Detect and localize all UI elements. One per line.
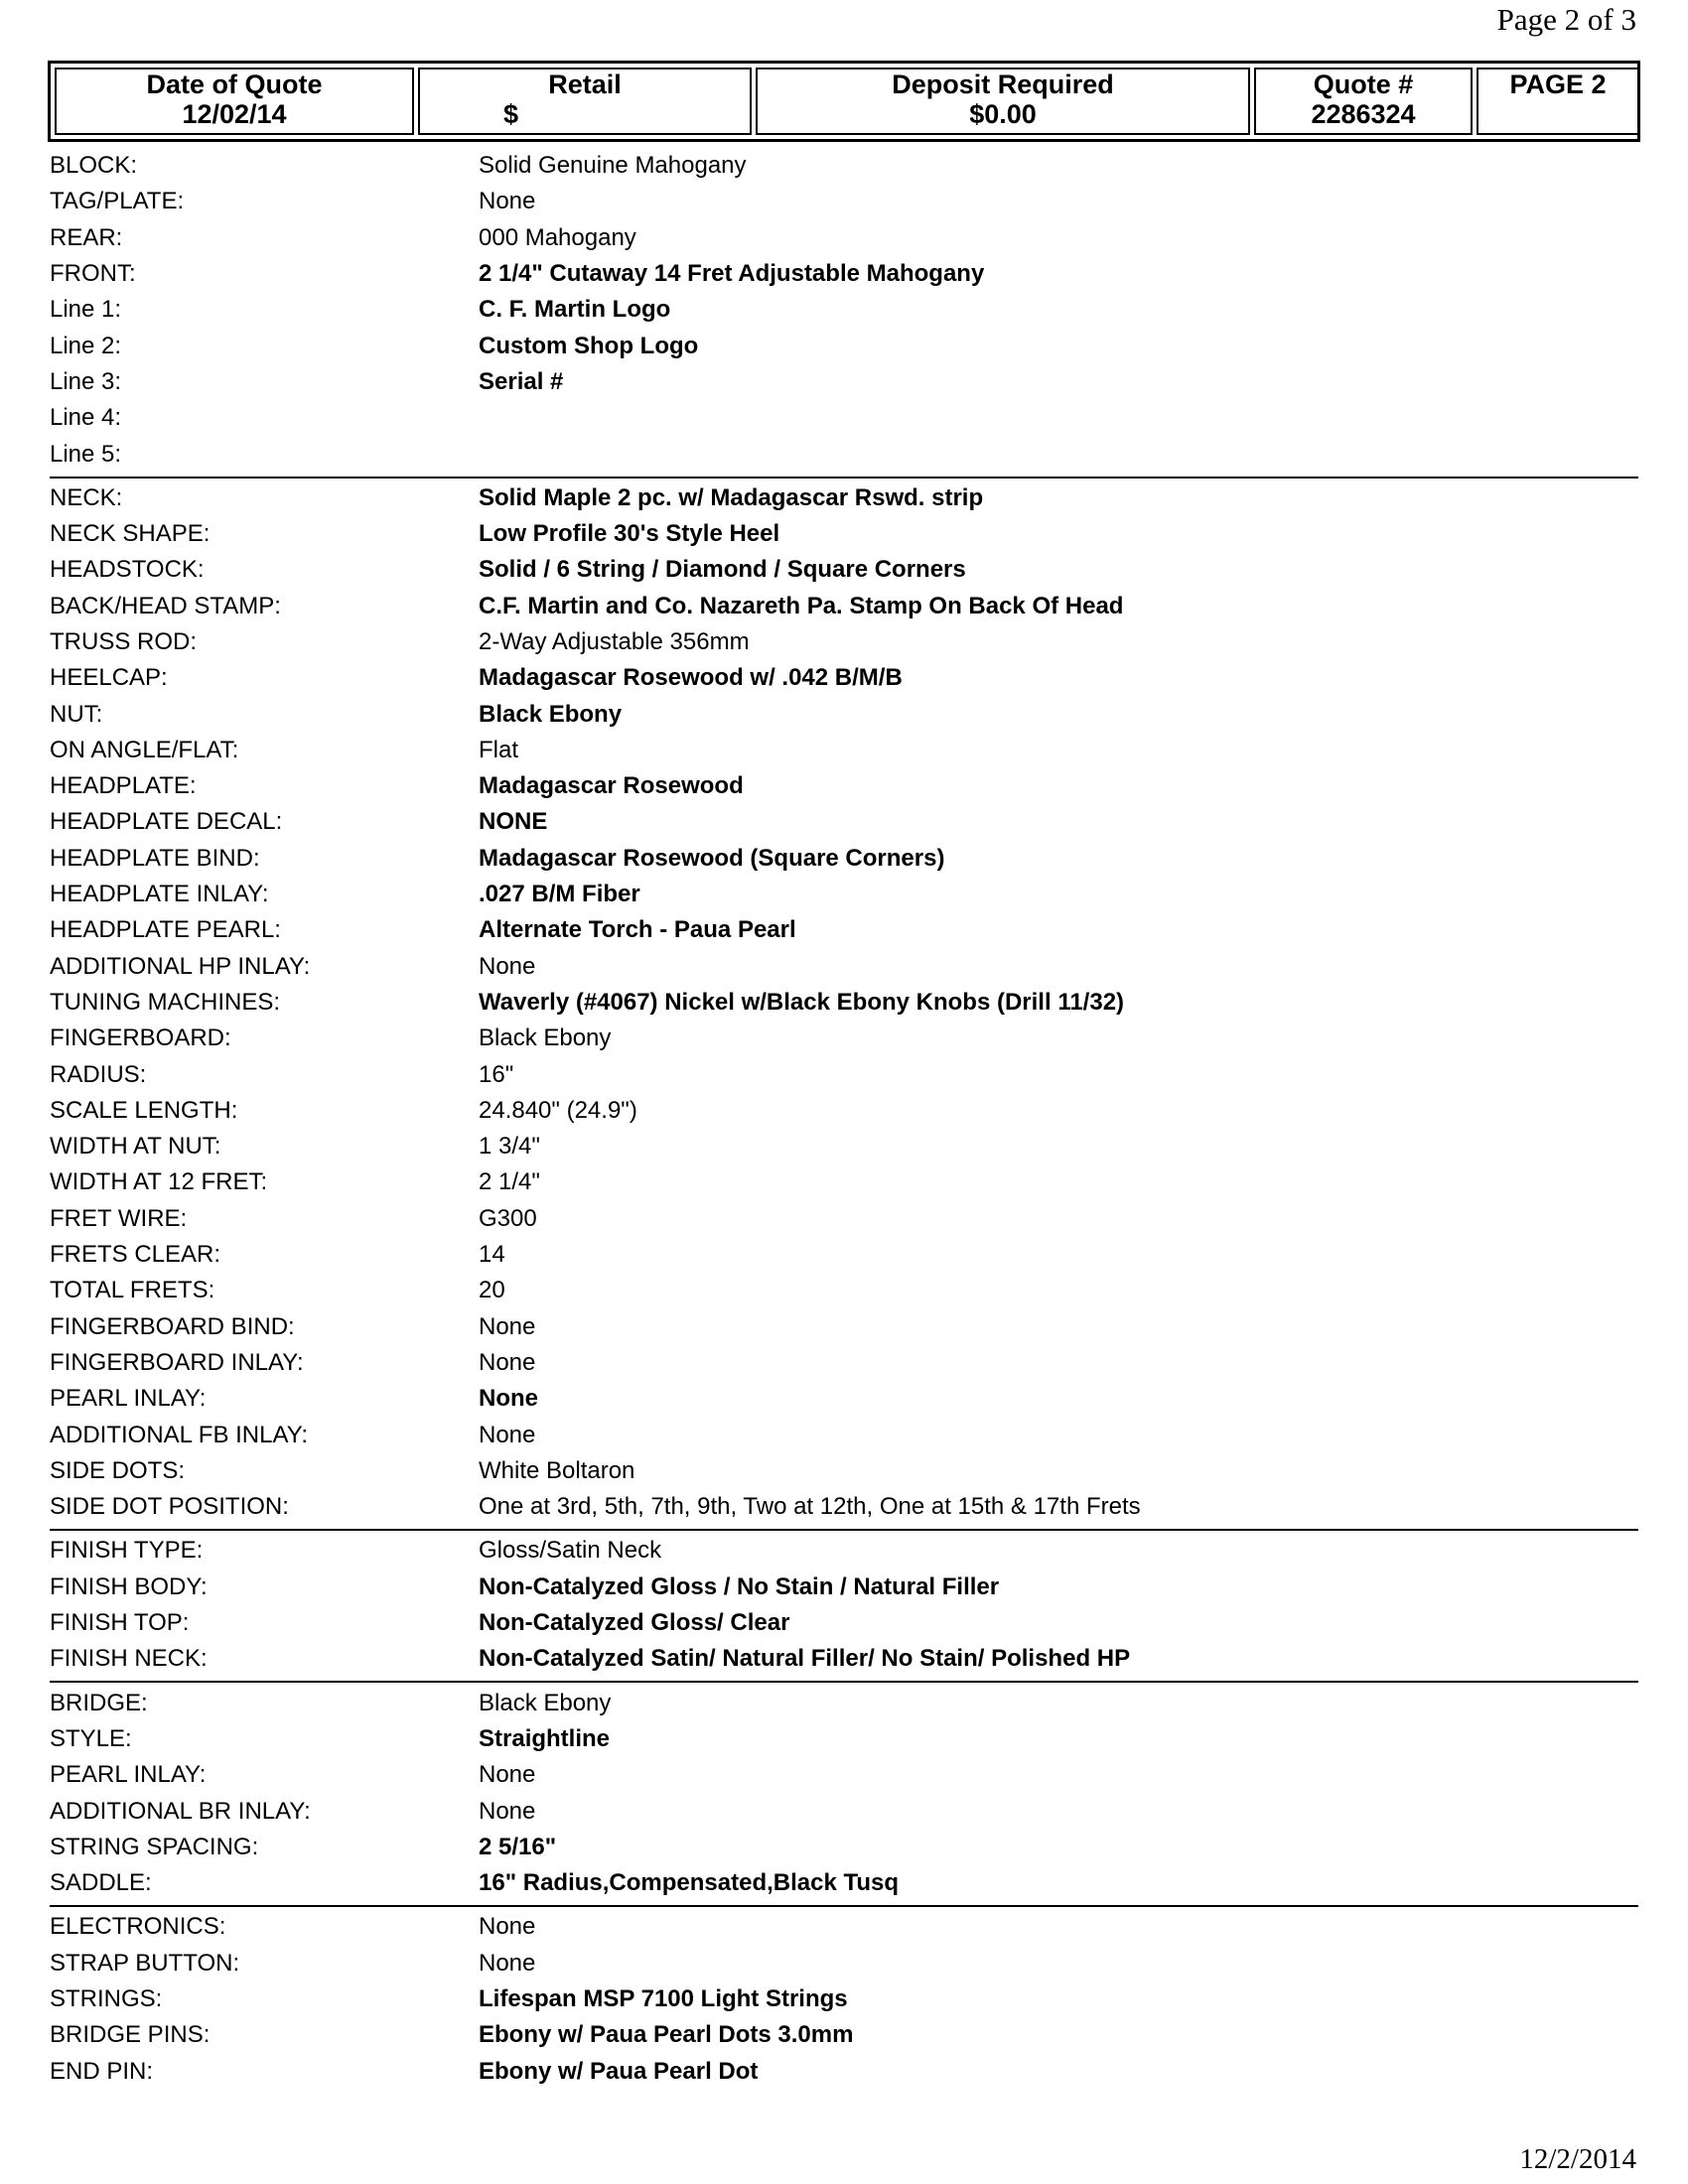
- spec-label: PEARL INLAY:: [50, 1761, 207, 1789]
- spec-label: SIDE DOT POSITION:: [50, 1493, 289, 1521]
- spec-value: None: [479, 1761, 536, 1789]
- spec-row: [50, 1093, 1638, 1129]
- spec-value: C.F. Martin and Co. Nazareth Pa. Stamp On Back Of Head: [479, 592, 1124, 619]
- spec-label: BRIDGE PINS:: [50, 2021, 211, 2049]
- spec-value: Solid Genuine Mahogany: [479, 152, 747, 180]
- spec-label: RADIUS:: [50, 1060, 147, 1088]
- spec-row: [50, 624, 1638, 660]
- spec-label: ADDITIONAL FB INLAY:: [50, 1421, 309, 1448]
- header-cell-date: [55, 68, 414, 135]
- spec-row: [50, 877, 1638, 912]
- spec-value: None: [479, 1385, 538, 1413]
- spec-row: [50, 841, 1638, 877]
- spec-label: FINISH NECK:: [50, 1645, 208, 1673]
- spec-label: HEADPLATE:: [50, 772, 197, 800]
- spec-row: [50, 768, 1638, 804]
- spec-value: 1 3/4": [479, 1133, 540, 1160]
- spec-label: END PIN:: [50, 2057, 154, 2085]
- spec-label: STRINGS:: [50, 1984, 163, 2012]
- spec-label: PEARL INLAY:: [50, 1385, 207, 1413]
- spec-label: FINISH TOP:: [50, 1609, 190, 1637]
- spec-row: [50, 1201, 1638, 1237]
- spec-row: [50, 1164, 1638, 1200]
- spec-row: [50, 1757, 1638, 1793]
- page-number: Page 2 of 3: [1496, 2, 1636, 37]
- spec-row: [50, 1830, 1638, 1865]
- spec-label: SIDE DOTS:: [50, 1456, 186, 1484]
- spec-value: .027 B/M Fiber: [479, 881, 640, 908]
- spec-value: Lifespan MSP 7100 Light Strings: [479, 1984, 848, 2012]
- spec-label: Line 4:: [50, 404, 122, 432]
- spec-row: [50, 1570, 1638, 1605]
- spec-row: [50, 1021, 1638, 1056]
- header-label: Date of Quote: [146, 69, 323, 99]
- spec-value: None: [479, 1421, 536, 1448]
- spec-label: HEELCAP:: [50, 664, 168, 692]
- spec-value: Low Profile 30's Style Heel: [479, 520, 780, 548]
- spec-label: Line 3:: [50, 367, 122, 395]
- spec-row: [50, 220, 1638, 256]
- spec-row: [50, 1685, 1638, 1720]
- spec-sections: [50, 146, 1638, 2094]
- header-cell-quote-number: [1254, 68, 1473, 135]
- spec-value: 2 5/16": [479, 1833, 557, 1860]
- spec-label: BACK/HEAD STAMP:: [50, 592, 281, 619]
- spec-value: Ebony w/ Paua Pearl Dots 3.0mm: [479, 2021, 854, 2049]
- spec-row: [50, 148, 1638, 184]
- spec-label: FRETS CLEAR:: [50, 1241, 221, 1269]
- spec-row: [50, 660, 1638, 696]
- spec-value: G300: [479, 1204, 537, 1232]
- spec-value: Waverly (#4067) Nickel w/Black Ebony Knobs (Drill 11/32): [479, 988, 1125, 1016]
- spec-row: [50, 1605, 1638, 1641]
- spec-row: [50, 1533, 1638, 1569]
- spec-row: [50, 1417, 1638, 1452]
- spec-value: None: [479, 1949, 536, 1977]
- spec-label: FRONT:: [50, 260, 136, 288]
- spec-value: Straightline: [479, 1724, 611, 1752]
- header-label: Retail: [548, 69, 622, 99]
- spec-value: 2 1/4" Cutaway 14 Fret Adjustable Mahogany: [479, 260, 985, 288]
- spec-value: Solid Maple 2 pc. w/ Madagascar Rswd. strip: [479, 483, 984, 511]
- spec-label: HEADPLATE INLAY:: [50, 881, 269, 908]
- spec-label: ADDITIONAL BR INLAY:: [50, 1797, 311, 1825]
- spec-value: White Boltaron: [479, 1456, 635, 1484]
- spec-value: None: [479, 1913, 536, 1941]
- spec-row: [50, 1345, 1638, 1381]
- spec-value: None: [479, 1797, 536, 1825]
- spec-label: FINGERBOARD:: [50, 1024, 231, 1052]
- spec-label: STRAP BUTTON:: [50, 1949, 240, 1977]
- spec-row: [50, 1865, 1638, 1901]
- spec-label: FINISH TYPE:: [50, 1537, 204, 1565]
- spec-row: [50, 1981, 1638, 2017]
- spec-row: [50, 912, 1638, 948]
- spec-value: Black Ebony: [479, 1689, 612, 1716]
- spec-value: Flat: [479, 736, 519, 763]
- spec-value: 2 1/4": [479, 1168, 540, 1196]
- spec-label: ADDITIONAL HP INLAY:: [50, 952, 311, 980]
- spec-value: Black Ebony: [479, 700, 623, 728]
- spec-label: Line 2:: [50, 332, 122, 359]
- spec-row: [50, 480, 1638, 516]
- spec-row: [50, 733, 1638, 768]
- spec-label: BRIDGE:: [50, 1689, 148, 1716]
- spec-label: ELECTRONICS:: [50, 1913, 226, 1941]
- spec-row: [50, 1381, 1638, 1417]
- spec-row: [50, 1056, 1638, 1092]
- spec-value: 2-Way Adjustable 356mm: [479, 628, 750, 655]
- spec-row: [50, 328, 1638, 363]
- spec-value: None: [479, 188, 536, 215]
- spec-value: 000 Mahogany: [479, 223, 636, 251]
- spec-label: HEADPLATE PEARL:: [50, 916, 281, 944]
- spec-row: [50, 1946, 1638, 1981]
- spec-row: [50, 1129, 1638, 1164]
- spec-value: Solid / 6 String / Diamond / Square Corners: [479, 556, 966, 584]
- spec-row: [50, 400, 1638, 436]
- spec-label: STRING SPACING:: [50, 1833, 259, 1860]
- spec-section: [50, 1907, 1638, 2093]
- spec-value: 24.840" (24.9"): [479, 1096, 637, 1124]
- spec-value: None: [479, 1348, 536, 1376]
- spec-label: HEADPLATE DECAL:: [50, 808, 283, 836]
- spec-row: [50, 804, 1638, 840]
- spec-row: [50, 1721, 1638, 1757]
- spec-row: [50, 516, 1638, 552]
- spec-label: NECK SHAPE:: [50, 520, 211, 548]
- header-cell-page: [1477, 68, 1639, 135]
- spec-value: Custom Shop Logo: [479, 332, 699, 359]
- spec-value: Ebony w/ Paua Pearl Dot: [479, 2057, 759, 2085]
- spec-value: Non-Catalyzed Satin/ Natural Filler/ No Stain/ Polished HP: [479, 1645, 1131, 1673]
- spec-label: ON ANGLE/FLAT:: [50, 736, 239, 763]
- header-value: $: [503, 99, 519, 129]
- header-label: PAGE 2: [1509, 69, 1607, 99]
- spec-row: [50, 436, 1638, 472]
- spec-label: WIDTH AT NUT:: [50, 1133, 221, 1160]
- spec-label: FRET WIRE:: [50, 1204, 188, 1232]
- header-value: 2286324: [1311, 99, 1416, 129]
- spec-value: Non-Catalyzed Gloss/ Clear: [479, 1609, 790, 1637]
- spec-label: NECK:: [50, 483, 123, 511]
- spec-section: [50, 1531, 1638, 1683]
- spec-value: Madagascar Rosewood: [479, 772, 744, 800]
- spec-label: TAG/PLATE:: [50, 188, 185, 215]
- spec-value: One at 3rd, 5th, 7th, 9th, Two at 12th, One at 15th & 17th Frets: [479, 1493, 1141, 1521]
- spec-section: [50, 478, 1638, 1532]
- footer-date: 12/2/2014: [1519, 2143, 1636, 2175]
- spec-row: [50, 949, 1638, 985]
- spec-row: [50, 2017, 1638, 2053]
- spec-label: HEADSTOCK:: [50, 556, 205, 584]
- spec-value: Madagascar Rosewood w/ .042 B/M/B: [479, 664, 903, 692]
- header-cell-retail: [418, 68, 752, 135]
- spec-label: TUNING MACHINES:: [50, 988, 281, 1016]
- spec-value: C. F. Martin Logo: [479, 296, 671, 324]
- spec-value: Madagascar Rosewood (Square Corners): [479, 844, 945, 872]
- spec-value: 14: [479, 1241, 505, 1269]
- spec-value: None: [479, 952, 536, 980]
- spec-label: BLOCK:: [50, 152, 138, 180]
- header-cell-deposit: [756, 68, 1250, 135]
- spec-label: FINISH BODY:: [50, 1572, 208, 1600]
- spec-row: [50, 696, 1638, 732]
- spec-label: TOTAL FRETS:: [50, 1277, 215, 1304]
- spec-label: NUT:: [50, 700, 103, 728]
- spec-row: [50, 1309, 1638, 1345]
- spec-value: Gloss/Satin Neck: [479, 1537, 662, 1565]
- spec-row: [50, 552, 1638, 588]
- spec-row: [50, 256, 1638, 292]
- spec-label: REAR:: [50, 223, 123, 251]
- spec-label: SCALE LENGTH:: [50, 1096, 238, 1124]
- spec-value: Non-Catalyzed Gloss / No Stain / Natural Filler: [479, 1572, 1000, 1600]
- spec-value: 16": [479, 1060, 514, 1088]
- spec-row: [50, 1489, 1638, 1525]
- spec-label: Line 1:: [50, 296, 122, 324]
- spec-label: SADDLE:: [50, 1869, 152, 1897]
- spec-section: [50, 146, 1638, 478]
- spec-row: [50, 1237, 1638, 1273]
- spec-label: Line 5:: [50, 440, 122, 468]
- spec-row: [50, 364, 1638, 400]
- spec-label: HEADPLATE BIND:: [50, 844, 260, 872]
- header-label: Deposit Required: [892, 69, 1114, 99]
- spec-row: [50, 292, 1638, 328]
- spec-value: None: [479, 1312, 536, 1340]
- spec-value: 16" Radius,Compensated,Black Tusq: [479, 1869, 900, 1897]
- spec-row: [50, 1641, 1638, 1677]
- header-label: Quote #: [1313, 69, 1414, 99]
- spec-label: FINGERBOARD BIND:: [50, 1312, 295, 1340]
- quote-header: [48, 61, 1640, 142]
- spec-row: [50, 985, 1638, 1021]
- spec-value: 20: [479, 1277, 505, 1304]
- spec-label: STYLE:: [50, 1724, 132, 1752]
- spec-row: [50, 1793, 1638, 1829]
- spec-row: [50, 1909, 1638, 1945]
- spec-value: Serial #: [479, 367, 564, 395]
- spec-value: NONE: [479, 808, 548, 836]
- spec-row: [50, 1453, 1638, 1489]
- header-value: $0.00: [969, 99, 1037, 129]
- spec-section: [50, 1683, 1638, 1907]
- spec-label: WIDTH AT 12 FRET:: [50, 1168, 268, 1196]
- spec-value: Black Ebony: [479, 1024, 612, 1052]
- header-value: 12/02/14: [182, 99, 287, 129]
- spec-value: Alternate Torch - Paua Pearl: [479, 916, 796, 944]
- spec-row: [50, 589, 1638, 624]
- spec-row: [50, 2053, 1638, 2089]
- spec-label: TRUSS ROD:: [50, 628, 198, 655]
- spec-row: [50, 184, 1638, 219]
- spec-row: [50, 1273, 1638, 1308]
- spec-label: FINGERBOARD INLAY:: [50, 1348, 304, 1376]
